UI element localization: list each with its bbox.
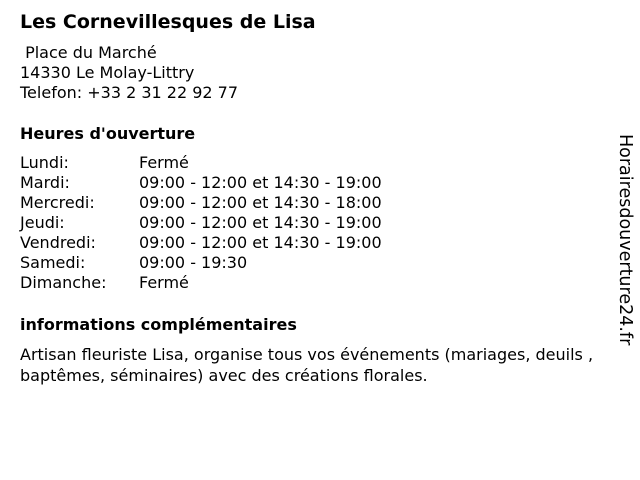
- hours-time: 09:00 - 12:00 et 14:30 - 19:00: [139, 233, 382, 252]
- hours-time: 09:00 - 12:00 et 14:30 - 19:00: [139, 173, 382, 192]
- site-watermark-text: Horairesdouverture24.fr: [615, 134, 635, 346]
- hours-day: Dimanche:: [20, 273, 107, 292]
- hours-day: Mardi:: [20, 173, 70, 192]
- site-watermark: [612, 134, 638, 344]
- store-name: Les Cornevillesques de Lisa: [20, 11, 316, 33]
- address-street: Place du Marché: [20, 43, 157, 62]
- hours-row-tuesday: [20, 173, 382, 193]
- hours-time: Fermé: [139, 273, 189, 292]
- hours-row-thursday: [20, 213, 382, 233]
- hours-time: 09:00 - 12:00 et 14:30 - 18:00: [139, 193, 382, 212]
- hours-day: Vendredi:: [20, 233, 96, 252]
- hours-day: Mercredi:: [20, 193, 95, 212]
- store-phone: Telefon: +33 2 31 22 92 77: [20, 83, 239, 102]
- hours-day: Jeudi:: [20, 213, 65, 232]
- hours-time: Fermé: [139, 153, 189, 172]
- hours-row-friday: [20, 233, 382, 253]
- additional-info-text: Artisan fleuriste Lisa, organise tous vos événements (mariages, deuils , baptêmes, séminaires) avec des créations florales.: [20, 345, 594, 385]
- additional-info-heading: informations complémentaires: [20, 315, 297, 334]
- store-address: [20, 43, 238, 103]
- opening-hours-heading: Heures d'ouverture: [20, 124, 196, 143]
- hours-row-monday: [20, 153, 382, 173]
- hours-time: 09:00 - 19:30: [139, 253, 248, 272]
- opening-hours-table: [20, 153, 382, 293]
- hours-row-saturday: [20, 253, 382, 273]
- hours-day: Samedi:: [20, 253, 86, 272]
- hours-row-wednesday: [20, 193, 382, 213]
- hours-row-sunday: [20, 273, 382, 293]
- address-city: 14330 Le Molay-Littry: [20, 63, 195, 82]
- hours-day: Lundi:: [20, 153, 69, 172]
- hours-time: 09:00 - 12:00 et 14:30 - 19:00: [139, 213, 382, 232]
